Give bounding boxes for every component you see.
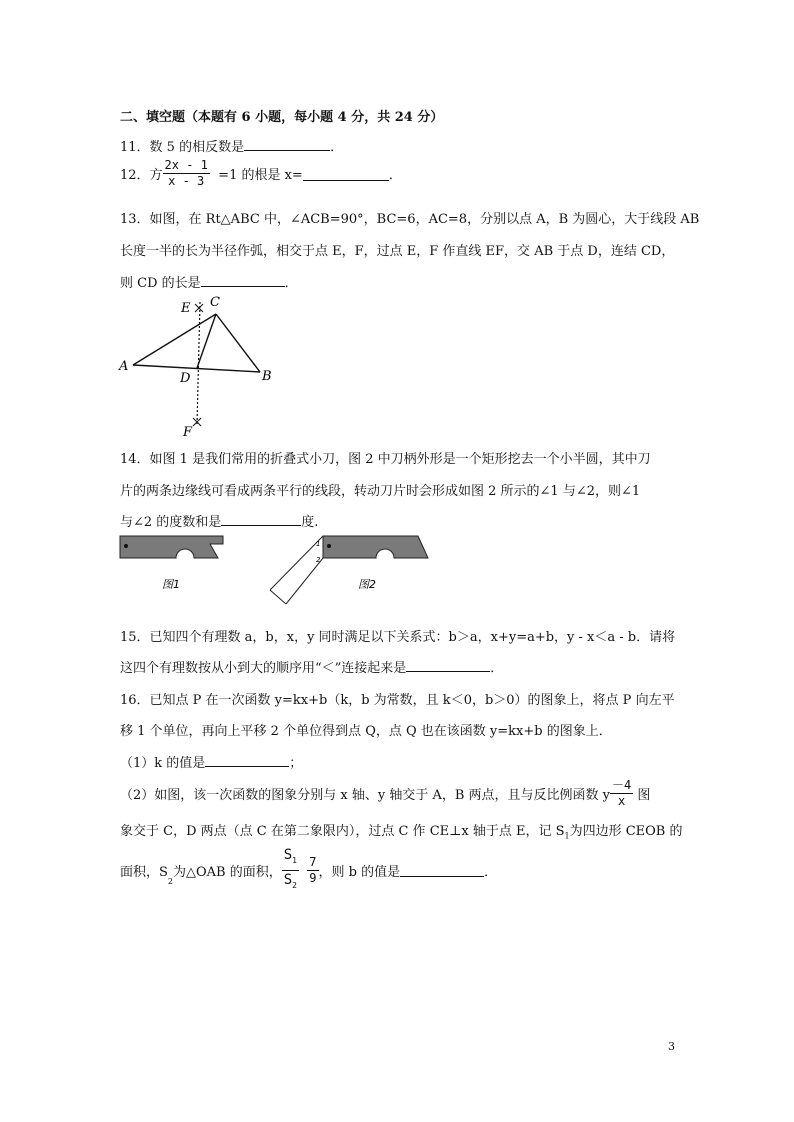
q13-line2: 长度一半的长为半径作弧，相交于点 E，F，过点 E，F 作直线 EF，交 AB 于点 D，连结 CD， xyxy=(120,244,675,259)
q16-part1-text: （1）k 的值是 xyxy=(120,756,206,771)
figure-1-caption: 图1 xyxy=(162,578,180,591)
q16-part2-line1-end: 图 xyxy=(637,788,651,803)
q16-part2-line1 xyxy=(120,778,650,809)
blade-edge-lower xyxy=(286,558,323,604)
label-c: C xyxy=(210,295,220,310)
q14-line2: 片的两条边缘线可看成两条平行的线段，转动刀片时会形成如图 2 所示的∠1 与∠2，则∠1 xyxy=(120,484,641,499)
q13-answer-blank[interactable] xyxy=(201,273,285,287)
ratio-value-denominator: 9 xyxy=(309,870,317,885)
q12-post: =1 的根是 x= xyxy=(218,168,303,183)
q16-end: ． xyxy=(484,864,498,880)
q16-line2: 移 1 个单位，再向上平移 2 个单位得到点 Q，点 Q 也在该函数 y=kx+b 的图象上． xyxy=(120,724,612,739)
label-e: E xyxy=(181,301,191,316)
q12-answer-blank[interactable] xyxy=(303,167,389,181)
q14-line1: 14．如图 1 是我们常用的折叠式小刀，图 2 中刀柄外形是一个矩形挖去一个小半圆，其中刀 xyxy=(120,452,651,467)
figure-2-caption: 图2 xyxy=(358,578,376,591)
q16-part2-line3 xyxy=(120,846,497,895)
inverse-function-fraction xyxy=(610,778,633,809)
q14-end: 度. xyxy=(301,515,319,530)
s1-subscript: 1 xyxy=(564,831,570,841)
segment-cb xyxy=(216,314,260,372)
segment-ab xyxy=(133,365,260,372)
ratio-numerator-sub: 1 xyxy=(292,855,297,865)
q14-line3 xyxy=(120,511,318,530)
q16-part1-answer-blank[interactable] xyxy=(205,753,289,767)
q14-answer-blank[interactable] xyxy=(221,512,301,526)
q16-part2-line2 xyxy=(120,820,683,841)
ratio-value-fraction xyxy=(307,855,318,886)
knife-figure-1 xyxy=(120,536,223,558)
q15-line1: 15．已知四个有理数 a，b，x，y 同时满足以下关系式：b＞a，x+y=a+b，y - x＜a - b．请将 xyxy=(120,630,676,645)
q16-part2-line1-text: （2）如图，该一次函数的图象分别与 x 轴、y 轴交于 A，B 两点，且与反比例函数 y xyxy=(120,788,611,803)
s2-subscript: 2 xyxy=(167,876,173,886)
inverse-numerator: －4 xyxy=(612,778,632,792)
q12-numerator: 2x - 1 xyxy=(164,158,208,172)
q16-part1-end: ； xyxy=(289,756,303,771)
ratio-denominator-sub: 2 xyxy=(292,880,297,890)
q16-part2-line3-mid: 为△OAB 的面积， xyxy=(173,864,282,880)
q13-line1: 13．如图，在 Rt△ABC 中，∠ACB=90°，BC=6，AC=8，分别以点 A，B 为圆心，大于线段 AB xyxy=(120,212,700,227)
knife-figure-2 xyxy=(270,536,428,604)
q11-answer-blank[interactable] xyxy=(244,137,330,151)
ratio-denominator: S xyxy=(283,871,293,888)
q16-part2-line3-text: 面积，S xyxy=(120,864,168,880)
section-title: 二、填空题（本题有 6 小题，每小题 4 分，共 24 分） xyxy=(120,110,444,125)
q16-part2-line3-end: ，则 b 的值是 xyxy=(318,864,401,880)
q15-line2-text: 这四个有理数按从小到大的顺序用“＜”连接起来是 xyxy=(120,661,407,676)
q15-answer-blank[interactable] xyxy=(406,658,490,672)
q13-line3 xyxy=(120,272,298,291)
ratio-numerator: S xyxy=(283,847,293,863)
inverse-denominator: x xyxy=(618,794,626,808)
q16-part2-answer-blank[interactable] xyxy=(400,863,484,877)
question-12 xyxy=(120,158,402,189)
q13-line3-text: 则 CD 的长是 xyxy=(120,276,201,291)
label-a: A xyxy=(119,359,129,374)
q13-end: ． xyxy=(284,276,298,291)
area-ratio-fraction xyxy=(282,846,299,895)
q14-line3-text: 与∠2 的度数和是 xyxy=(120,515,222,530)
q16-line1: 16．已知点 P 在一次函数 y=kx+b（k，b 为常数，且 k＜0，b＞0）的图象上，将点 P 向左平 xyxy=(120,693,675,708)
label-f: F xyxy=(183,425,193,440)
q16-part2-line2-end: 为四边形 CEOB 的 xyxy=(569,824,683,839)
q12-end: ． xyxy=(388,168,402,183)
q16-part1 xyxy=(120,752,302,771)
angle-2-label: 2 xyxy=(316,556,321,564)
q12-fraction xyxy=(163,158,210,189)
q12-pre: 12．方 xyxy=(120,168,163,183)
q11-end: ． xyxy=(330,140,344,155)
ratio-value-numerator: 7 xyxy=(309,854,317,869)
q15-line2 xyxy=(120,657,503,676)
line-ef-dotted xyxy=(197,302,200,425)
label-d: D xyxy=(180,371,191,386)
segment-ac xyxy=(133,314,216,365)
q16-part2-line2-text: 象交于 C，D 两点（点 C 在第二象限内），过点 C 作 CE⊥x 轴于点 E，记 S xyxy=(120,824,565,839)
arc-mark-e xyxy=(195,304,203,312)
q15-end: ． xyxy=(490,661,504,676)
label-b: B xyxy=(262,369,272,384)
page-number: 3 xyxy=(668,1040,675,1053)
angle-1-label: 1 xyxy=(316,540,321,548)
q11-text: 11．数 5 的相反数是 xyxy=(120,140,245,155)
q13-triangle-figure xyxy=(115,290,285,440)
q12-denominator: x - 3 xyxy=(168,174,205,188)
q14-knife-figures xyxy=(118,532,438,608)
question-11 xyxy=(120,136,343,155)
